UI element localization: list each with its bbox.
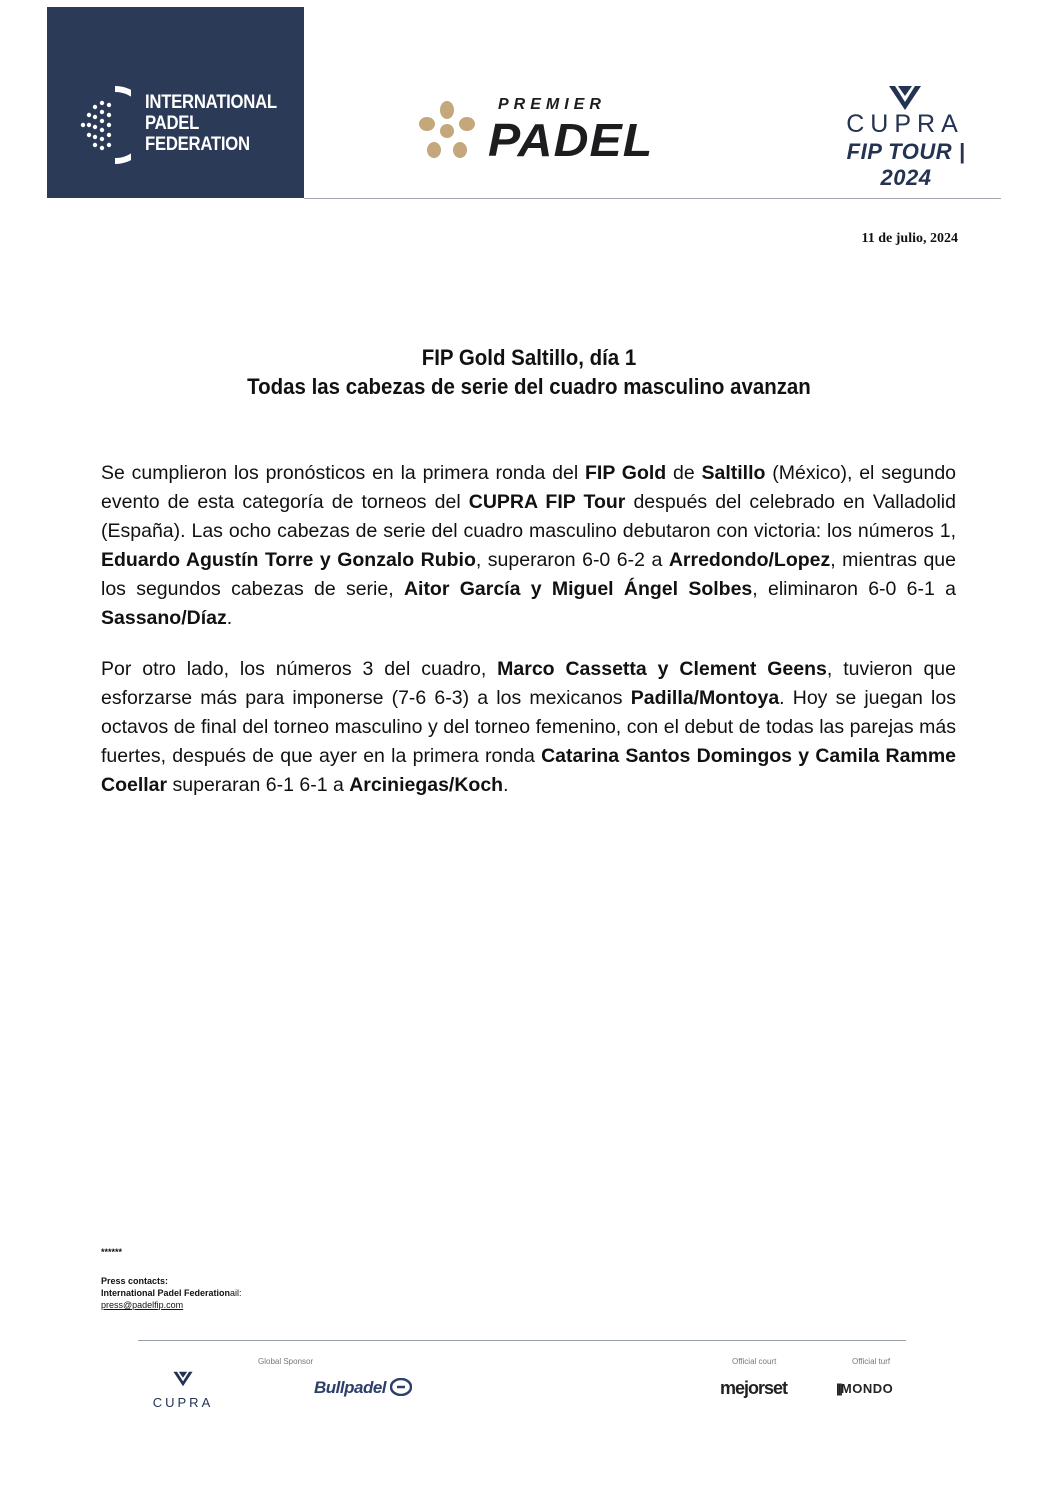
text: . <box>226 607 233 629</box>
padel-star-icon <box>412 98 482 164</box>
header-divider <box>304 198 1001 199</box>
ipf-wordmark <box>145 92 277 155</box>
padel-word: PADEL <box>488 114 654 166</box>
bullpadel-logo <box>314 1378 412 1398</box>
text: (México), el segundo evento de esta categoría de torneos del <box>101 462 957 513</box>
bold-text: Saltillo <box>701 462 766 484</box>
separator-stars: ****** <box>101 1247 123 1257</box>
bold-text: Aitor García y Miguel Ángel Solbes <box>403 578 753 600</box>
headline-line-2: Todas las cabezas de serie del cuadro masculino avanzan <box>247 374 811 399</box>
mondo-word: MONDO <box>840 1381 894 1396</box>
text: superaran 6-1 6-1 a <box>167 774 350 796</box>
text: , mientras que los segundos cabezas de serie, <box>101 549 956 600</box>
text: después del celebrado en Valladolid (España). Las ocho cabezas de serie del cuadro masculino debutaron con victoria: los números 1, <box>101 491 956 542</box>
headline-line-1: FIP Gold Saltillo, día 1 <box>421 345 637 370</box>
bold-text: Catarina Santos Domingos y Camila Ramme Coellar <box>101 745 957 796</box>
bold-text: Arredondo/Lopez <box>668 549 831 571</box>
bold-text: FIP Gold <box>584 462 667 484</box>
bold-text: Eduardo Agustín Torre y Gonzalo Rubio <box>101 549 476 571</box>
release-date: 11 de julio, 2024 <box>861 231 958 246</box>
mejorset-logo: mejorset <box>720 1378 788 1398</box>
official-turf-label: Official turf <box>852 1357 891 1366</box>
premier-padel-logo <box>412 94 702 166</box>
global-sponsor-label: Global Sponsor <box>258 1357 314 1366</box>
text: , eliminaron 6-0 6-1 a <box>752 578 956 600</box>
org-tail: ail: <box>230 1288 242 1298</box>
ipf-line-3: FEDERATION <box>145 134 250 155</box>
press-contacts <box>101 1275 242 1311</box>
official-court-label: Official court <box>732 1357 777 1366</box>
text: Por otro lado, los números 3 del cuadro, <box>101 658 498 680</box>
bold-text: Marco Cassetta y Clement Geens <box>497 658 827 680</box>
press-org <box>101 1287 242 1299</box>
org-name: International Padel Federation <box>101 1288 231 1298</box>
paragraph-2 <box>101 655 956 800</box>
press-contacts-label: Press contacts: <box>101 1276 169 1286</box>
ipf-logo-block <box>47 7 304 198</box>
headline <box>37 343 1021 401</box>
cupra-fip-tour-logo <box>832 84 982 190</box>
ipf-line-1: INTERNATIONAL <box>145 92 277 113</box>
mondo-logo <box>836 1381 893 1396</box>
bold-text: Padilla/Montoya <box>630 687 780 709</box>
footer-cupra-logo <box>136 1370 230 1410</box>
text: . Hoy se juegan los octavos de final del torneo masculino y del torneo femenino, con el debut de todas las parejas más fuertes, después de que ayer en la primera ronda <box>101 687 956 767</box>
text: de <box>666 462 702 484</box>
press-email-link[interactable]: press@padelfip.com <box>101 1300 184 1310</box>
footer-divider <box>138 1340 906 1341</box>
cupra-emblem-icon <box>171 1370 195 1388</box>
premier-word: PREMIER <box>498 96 606 113</box>
paragraph-1 <box>101 459 956 633</box>
bold-text: CUPRA FIP Tour <box>468 491 626 513</box>
footer-cupra-word: CUPRA <box>152 1395 214 1410</box>
fip-tour-year: FIP TOUR | 2024 <box>846 139 966 190</box>
text: , superaron 6-0 6-2 a <box>475 549 669 571</box>
bullpadel-word: Bullpadel <box>314 1378 387 1397</box>
text: . <box>503 774 509 796</box>
mondo-bars-icon: ||| <box>836 1381 841 1396</box>
ipf-ball-icon <box>75 85 131 165</box>
cupra-emblem-icon <box>885 84 925 112</box>
bold-text: Sassano/Díaz <box>101 607 227 629</box>
text: Se cumplieron los pronósticos en la primera ronda del <box>101 462 585 484</box>
bullpadel-emblem-icon <box>390 1378 412 1396</box>
article-body <box>101 459 956 822</box>
bold-text: Arciniegas/Koch <box>349 774 504 796</box>
text: , tuvieron que esforzarse más para imponerse (7-6 6-3) a los mexicanos <box>101 658 957 709</box>
cupra-word: CUPRA <box>846 110 964 138</box>
ipf-line-2: PADEL <box>145 113 200 134</box>
